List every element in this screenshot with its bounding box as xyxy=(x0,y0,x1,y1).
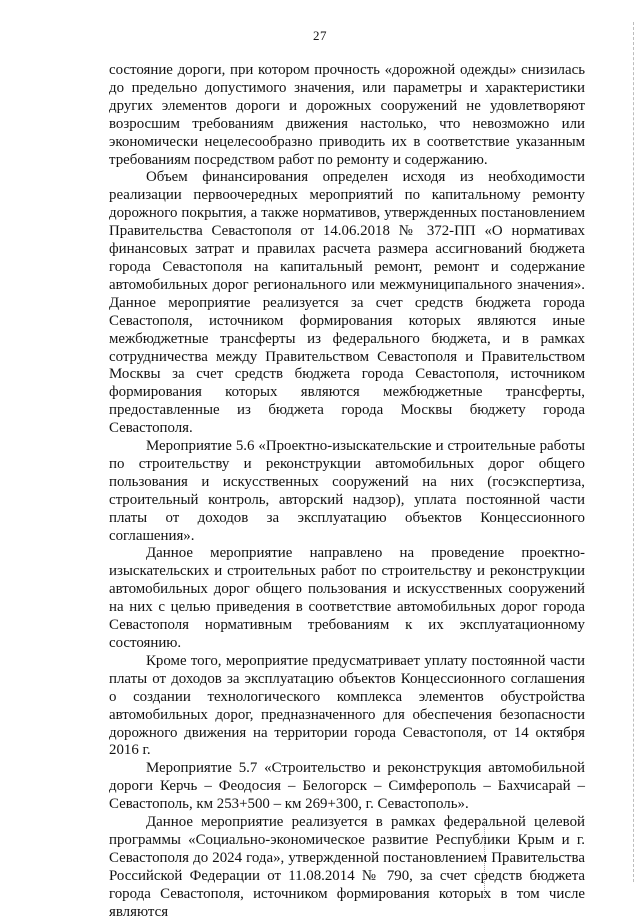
paragraph-concession-payment: Кроме того, мероприятие предусматривает уплату постоянной части платы от доходов за эксплуатацию объектов Концессионного соглашения о создании технологического комплекса элементов обустройства автомобильных дорог, предназначенного для обеспечения безопасности дорожного движения на территории города Севастополя, от 14 октября 2016 г. xyxy=(109,652,585,759)
paragraph-funding-volume: Объем финансирования определен исходя из необходимости реализации первоочередных мероприятий по капитальному ремонту дорожного покрытия, а также нормативов, утвержденных постановлением Правительства Севастополя от 14.06.2018 № 372-ПП «О нормативах финансовых затрат и правилах расчета размера ассигнований бюджета города Севастополя на капитальный ремонт, ремонт и содержание автомобильных дорог регионального или межмуниципального значения». Данное мероприятие реализуется за счет средств бюджета города Севастополя, источником формирования которых являются иные межбюджетные трансферты из федерального бюджета, и в рамках сотрудничества между Правительством Севастополя и Правительством Москвы за счет средств бюджета города Севастополя, источником формирования которых являются межбюджетные трансферты, предоставленные из бюджета города Москвы бюджету города Севастополя. xyxy=(109,169,585,437)
page-number: 27 xyxy=(313,28,327,43)
paragraph-federal-program: Данное мероприятие реализуется в рамках федеральной целевой программы «Социально-экономическое развитие Республики Крым и г. Севастополя до 2024 года», утвержденной постановлением Правительства Российской Федерации от 11.08.2014 № 790, за счет средств бюджета города Севастополя, источником формирования которых в том числе являются xyxy=(109,814,585,920)
paragraph-continued-road-condition: состояние дороги, при котором прочность «дорожной одежды» снизилась до предельно допустимого значения, или параметры и характеристики других элементов дороги и дорожных сооружений не удовлетворяют возросшим требованиям движения настолько, что невозможно или экономически нецелесообразно приводить их в соответствие указанным требованиям посредством работ по ремонту и содержанию. xyxy=(109,62,585,168)
paragraph-measure-5-6-purpose: Данное мероприятие направлено на проведение проектно-изыскательских и строительных работ по строительству и реконструкции автомобильных дорог общего пользования и искусственных сооружений на них с целью приведения в соответствие автомобильных дорог города Севастополя нормативным требованиям к их эксплуатационному состоянию. xyxy=(109,545,585,651)
paragraph-measure-5-7: Мероприятие 5.7 «Строительство и реконструкция автомобильной дороги Керчь – Феодосия – Белогорск – Симферополь – Бахчисарай – Севастополь, км 253+500 – км 269+300, г. Севастополь». xyxy=(109,760,585,813)
scan-margin-line xyxy=(633,22,634,882)
document-body xyxy=(109,62,585,922)
paragraph-measure-5-6: Мероприятие 5.6 «Проектно-изыскательские и строительные работы по строительству и реконструкции автомобильных дорог общего пользования и искусственных сооружений на них (госэкспертиза, строительный контроль, авторский надзор), уплата постоянной части платы от доходов за эксплуатацию объектов Концессионного соглашения». xyxy=(109,438,585,544)
